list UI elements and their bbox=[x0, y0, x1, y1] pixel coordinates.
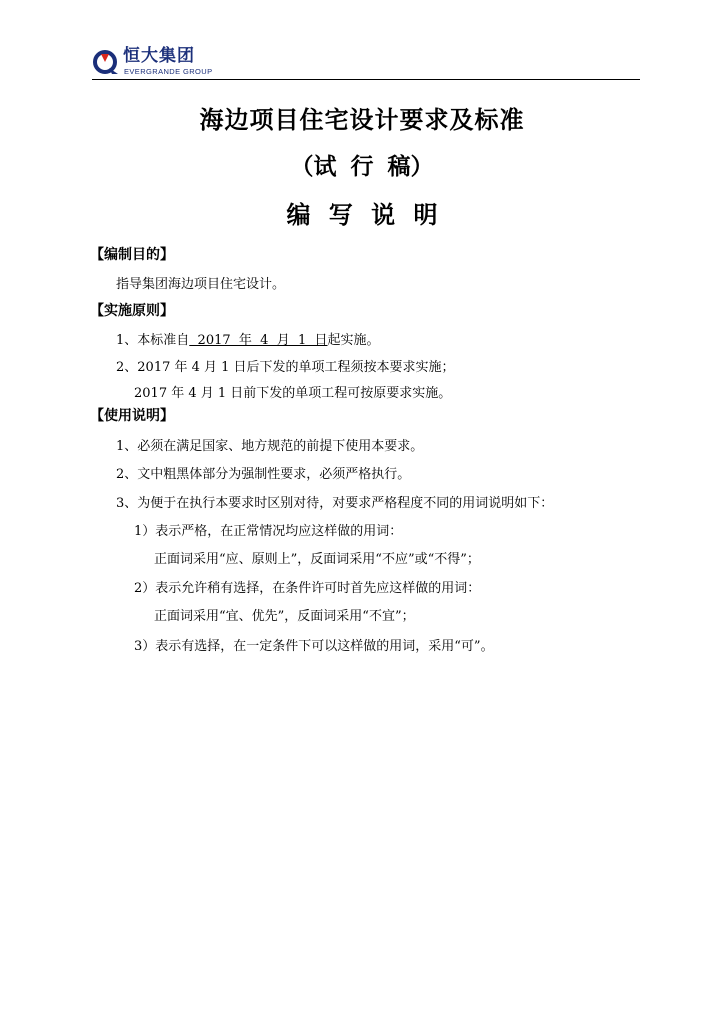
usage-heading: 【使用说明】 bbox=[90, 408, 174, 424]
principle-item-1-prefix: 1、本标准自 bbox=[116, 333, 190, 348]
page-header bbox=[92, 44, 640, 82]
usage-sub-2-detail: 正面词采用“宜、优先”，反面词采用“不宜”； bbox=[154, 609, 415, 624]
usage-sub-3: 3）表示有选择，在一定条件下可以这样做的用词，采用“可”。 bbox=[134, 639, 494, 654]
usage-sub-2: 2）表示允许稍有选择，在条件许可时首先应这样做的用词： bbox=[134, 581, 481, 596]
evergrande-logo-icon bbox=[92, 46, 122, 76]
principle-item-2: 2、2017 年 4 月 1 日后下发的单项工程须按本要求实施； bbox=[116, 360, 455, 375]
usage-item-3: 3、为便于在执行本要求时区别对待，对要求严格程度不同的用词说明如下： bbox=[116, 496, 554, 511]
principle-heading: 【实施原则】 bbox=[90, 303, 174, 319]
principle-item-1-suffix: 起实施。 bbox=[327, 333, 380, 348]
logo-english-name: EVERGRANDE GROUP bbox=[124, 67, 213, 76]
document-subtitle: （试 行 稿） bbox=[290, 154, 434, 180]
usage-sub-1-detail: 正面词采用“应、原则上”，反面词采用“不应”或“不得”； bbox=[154, 552, 480, 567]
purpose-text: 指导集团海边项目住宅设计。 bbox=[116, 277, 286, 292]
usage-item-1: 1、必须在满足国家、地方规范的前提下使用本要求。 bbox=[116, 439, 424, 454]
usage-sub-1: 1）表示严格，在正常情况均应这样做的用词： bbox=[134, 524, 403, 539]
principle-item-1 bbox=[116, 329, 380, 348]
logo-chinese-name: 恒大集团 bbox=[123, 46, 195, 66]
principle-item-2-continued: 2017 年 4 月 1 日前下发的单项工程可按原要求实施。 bbox=[134, 386, 452, 401]
document-title: 海边项目住宅设计要求及标准 bbox=[199, 106, 525, 134]
purpose-heading: 【编制目的】 bbox=[90, 247, 174, 263]
usage-item-2: 2、文中粗黑体部分为强制性要求，必须严格执行。 bbox=[116, 467, 411, 482]
effective-date: 2017 年 4 月 1 日 bbox=[189, 333, 328, 348]
header-divider bbox=[92, 79, 640, 80]
section-title: 编 写 说 明 bbox=[286, 201, 438, 229]
